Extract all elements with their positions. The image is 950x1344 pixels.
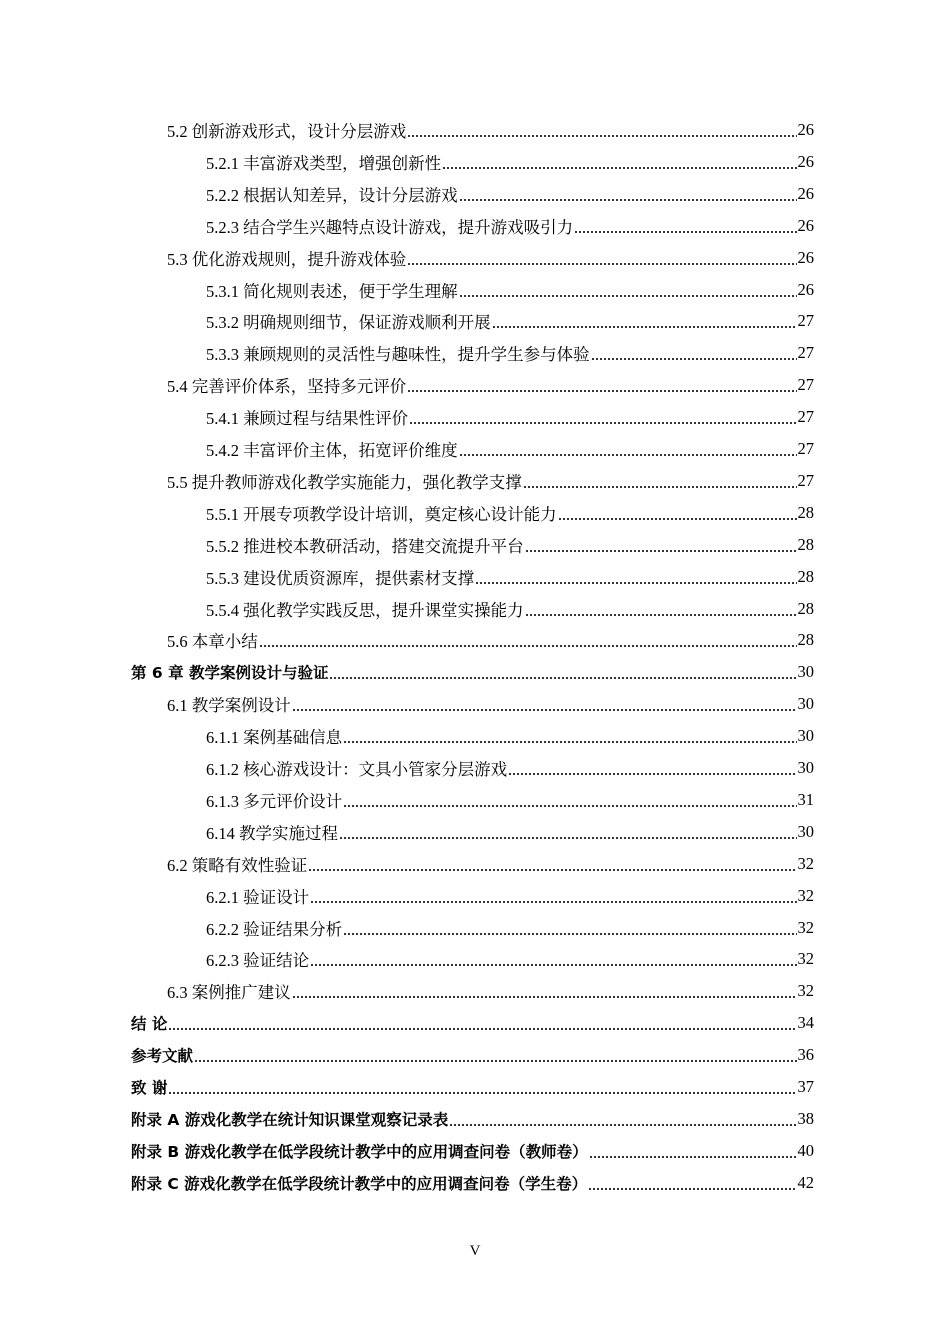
toc-dot-leader <box>292 698 797 712</box>
toc-entry[interactable] <box>131 1039 814 1071</box>
toc-entry-title: 结 论 <box>131 1015 168 1034</box>
toc-entry-page: 32 <box>797 949 814 969</box>
toc-entry[interactable] <box>206 497 814 529</box>
toc-dot-leader <box>475 571 796 585</box>
toc-entry[interactable] <box>206 593 814 625</box>
toc-entry-page: 28 <box>797 502 814 522</box>
toc-entry-page: 27 <box>797 343 814 363</box>
toc-entry[interactable] <box>206 433 814 465</box>
toc-dot-leader <box>525 539 797 553</box>
toc-entry-title: 5.4.2 丰富评价主体，拓宽评价维度 <box>206 441 458 460</box>
toc-entry[interactable] <box>206 943 814 975</box>
toc-entry-page: 32 <box>797 885 814 905</box>
toc-entry[interactable] <box>206 529 814 561</box>
toc-entry[interactable] <box>131 1071 814 1103</box>
toc-entry[interactable] <box>206 561 814 593</box>
toc-dot-leader <box>407 379 796 393</box>
toc-entry-title: 附录 B 游戏化教学在低学段统计教学中的应用调查问卷（教师卷） <box>131 1142 588 1161</box>
toc-entry[interactable] <box>131 1135 814 1167</box>
toc-entry[interactable] <box>206 752 814 784</box>
toc-dot-leader <box>459 284 797 298</box>
toc-dot-leader <box>407 124 796 138</box>
toc-entry[interactable] <box>206 912 814 944</box>
toc-entry-title: 5.4 完善评价体系，坚持多元评价 <box>167 377 407 397</box>
toc-entry[interactable] <box>206 305 814 337</box>
toc-entry[interactable] <box>206 880 814 912</box>
toc-dot-leader <box>194 1049 796 1063</box>
toc-entry-page: 27 <box>797 470 814 490</box>
toc-entry-title: 5.5.4 强化教学实践反思，提升课堂实操能力 <box>206 600 524 620</box>
toc-entry[interactable] <box>206 784 814 816</box>
toc-dot-leader <box>523 475 797 489</box>
toc-entry[interactable] <box>167 369 814 401</box>
toc-entry-title: 5.3.3 兼顾规则的灵活性与趣味性，提升学生参与体验 <box>206 345 590 365</box>
toc-entry[interactable] <box>206 816 814 848</box>
toc-entry[interactable] <box>167 688 814 720</box>
toc-entry-page: 40 <box>797 1140 814 1160</box>
toc-entry-page: 27 <box>797 311 814 331</box>
toc-entry[interactable] <box>131 1167 814 1199</box>
toc-entry-page: 32 <box>797 853 814 873</box>
toc-entry-page: 37 <box>797 1077 814 1096</box>
toc-entry-page: 36 <box>797 1045 814 1065</box>
toc-dot-leader <box>407 252 796 266</box>
toc-dot-leader <box>591 347 797 361</box>
toc-entry-page: 27 <box>797 439 814 458</box>
toc-dot-leader <box>449 1113 796 1127</box>
toc-entry[interactable] <box>167 624 814 656</box>
toc-dot-leader <box>525 603 797 617</box>
toc-entry[interactable] <box>206 274 814 306</box>
toc-dot-leader <box>168 1081 796 1095</box>
toc-entry-title: 6.1 教学案例设计 <box>167 696 291 716</box>
toc-entry[interactable] <box>206 337 814 369</box>
toc-entry-page: 28 <box>797 598 814 618</box>
toc-entry-page: 27 <box>797 375 814 395</box>
toc-dot-leader <box>459 188 797 202</box>
toc-dot-leader <box>343 922 796 936</box>
toc-entry[interactable] <box>206 720 814 752</box>
toc-entry-page: 26 <box>797 279 814 299</box>
toc-dot-leader <box>310 953 796 967</box>
toc-entry-page: 32 <box>797 917 814 937</box>
toc-entry-page: 26 <box>797 151 814 171</box>
toc-entry-title: 5.2.3 结合学生兴趣特点设计游戏，提升游戏吸引力 <box>206 217 574 237</box>
toc-dot-leader <box>588 1177 796 1191</box>
toc-entry-page: 26 <box>797 215 814 235</box>
toc-dot-leader <box>168 1017 796 1031</box>
toc-entry[interactable] <box>131 1007 814 1039</box>
toc-entry-title: 致 谢 <box>131 1079 168 1097</box>
toc-entry-title: 6.2.2 验证结果分析 <box>206 919 343 939</box>
toc-entry[interactable] <box>167 114 814 146</box>
toc-entry-page: 26 <box>797 183 814 203</box>
toc-dot-leader <box>329 666 796 680</box>
toc-entry-page: 38 <box>797 1108 814 1128</box>
toc-entry-page: 26 <box>797 247 814 267</box>
toc-entry-page: 28 <box>797 566 814 586</box>
toc-entry-title: 5.5.1 开展专项教学设计培训，奠定核心设计能力 <box>206 504 557 524</box>
page-number: V <box>469 1243 481 1259</box>
toc-entry[interactable] <box>206 146 814 178</box>
toc-dot-leader <box>589 1145 797 1159</box>
toc-entry-title: 6.1.1 案例基础信息 <box>206 728 343 748</box>
toc-entry-page: 32 <box>797 981 814 1001</box>
toc-entry-title: 参考文献 <box>131 1047 194 1066</box>
toc-dot-leader <box>259 634 797 648</box>
toc-dot-leader <box>442 156 796 170</box>
toc-entry[interactable] <box>206 401 814 433</box>
toc-entry-title: 6.2.1 验证设计 <box>206 887 310 907</box>
toc-entry-page: 28 <box>797 630 814 650</box>
toc-entry-title: 5.5.3 建设优质资源库，提供素材支撑 <box>206 568 475 588</box>
toc-entry[interactable] <box>167 465 814 497</box>
toc-dot-leader <box>492 315 797 329</box>
toc-entry-title: 附录 C 游戏化教学在低学段统计教学中的应用调查问卷（学生卷） <box>131 1174 588 1193</box>
toc-dot-leader <box>343 730 796 744</box>
toc-entry-title: 6.1.3 多元评价设计 <box>206 791 343 811</box>
toc-dot-leader <box>343 794 796 808</box>
toc-entry-title: 6.1.2 核心游戏设计：文具小管家分层游戏 <box>206 760 508 779</box>
toc-entry-title: 5.3.1 简化规则表述，便于学生理解 <box>206 281 458 301</box>
toc-dot-leader <box>339 826 797 840</box>
toc-dot-leader <box>409 411 796 425</box>
toc-entry-title: 5.3 优化游戏规则，提升游戏体验 <box>167 249 407 269</box>
toc-entry-title: 5.5 提升教师游戏化教学实施能力，强化教学支撑 <box>167 472 522 492</box>
toc-entry[interactable] <box>167 242 814 274</box>
toc-entry-page: 42 <box>797 1172 814 1192</box>
toc-entry-title: 附录 A 游戏化教学在统计知识课堂观察记录表 <box>131 1110 449 1129</box>
toc-entry-title: 6.2 策略有效性验证 <box>167 855 308 875</box>
toc-entry-page: 27 <box>797 407 814 427</box>
toc-entry-page: 30 <box>797 758 814 777</box>
toc-entry-page: 30 <box>797 662 814 682</box>
toc-entry-page: 30 <box>797 726 814 746</box>
toc-entry-title: 5.3.2 明确规则细节，保证游戏顺利开展 <box>206 313 491 333</box>
toc-dot-leader <box>308 858 796 872</box>
toc-entry-title: 5.2.2 根据认知差异，设计分层游戏 <box>206 185 458 205</box>
toc-entry-title: 第 6 章 教学案例设计与验证 <box>131 664 329 683</box>
toc-entry-page: 30 <box>797 694 814 714</box>
toc-entry-page: 30 <box>797 821 814 841</box>
toc-entry-page: 34 <box>797 1013 814 1033</box>
toc-entry-title: 5.6 本章小结 <box>167 632 258 652</box>
toc-entry[interactable] <box>167 975 814 1007</box>
toc-entry-title: 6.3 案例推广建议 <box>167 983 291 1003</box>
toc-entry[interactable] <box>131 656 814 688</box>
toc-entry[interactable] <box>167 848 814 880</box>
toc-entry-page: 28 <box>797 534 814 554</box>
toc-entry-title: 5.2 创新游戏形式，设计分层游戏 <box>167 122 407 141</box>
toc-dot-leader <box>558 507 797 521</box>
toc-entry[interactable] <box>131 1103 814 1135</box>
toc-entry-title: 5.2.1 丰富游戏类型，增强创新性 <box>206 153 442 173</box>
toc-entry-page: 26 <box>797 120 814 139</box>
toc-dot-leader <box>508 762 796 776</box>
toc-entry-title: 6.14 教学实施过程 <box>206 823 338 843</box>
toc-dot-leader <box>310 890 796 904</box>
toc-entry-page: 31 <box>797 789 814 809</box>
toc-dot-leader <box>574 220 796 234</box>
toc-entry-title: 5.4.1 兼顾过程与结果性评价 <box>206 409 409 429</box>
toc-dot-leader <box>459 443 797 457</box>
toc-dot-leader <box>292 985 797 999</box>
toc-entry[interactable] <box>206 178 814 210</box>
toc-entry-title: 6.2.3 验证结论 <box>206 951 310 971</box>
toc-entry[interactable] <box>206 210 814 242</box>
toc-entry-title: 5.5.2 推进校本教研活动，搭建交流提升平台 <box>206 536 524 556</box>
